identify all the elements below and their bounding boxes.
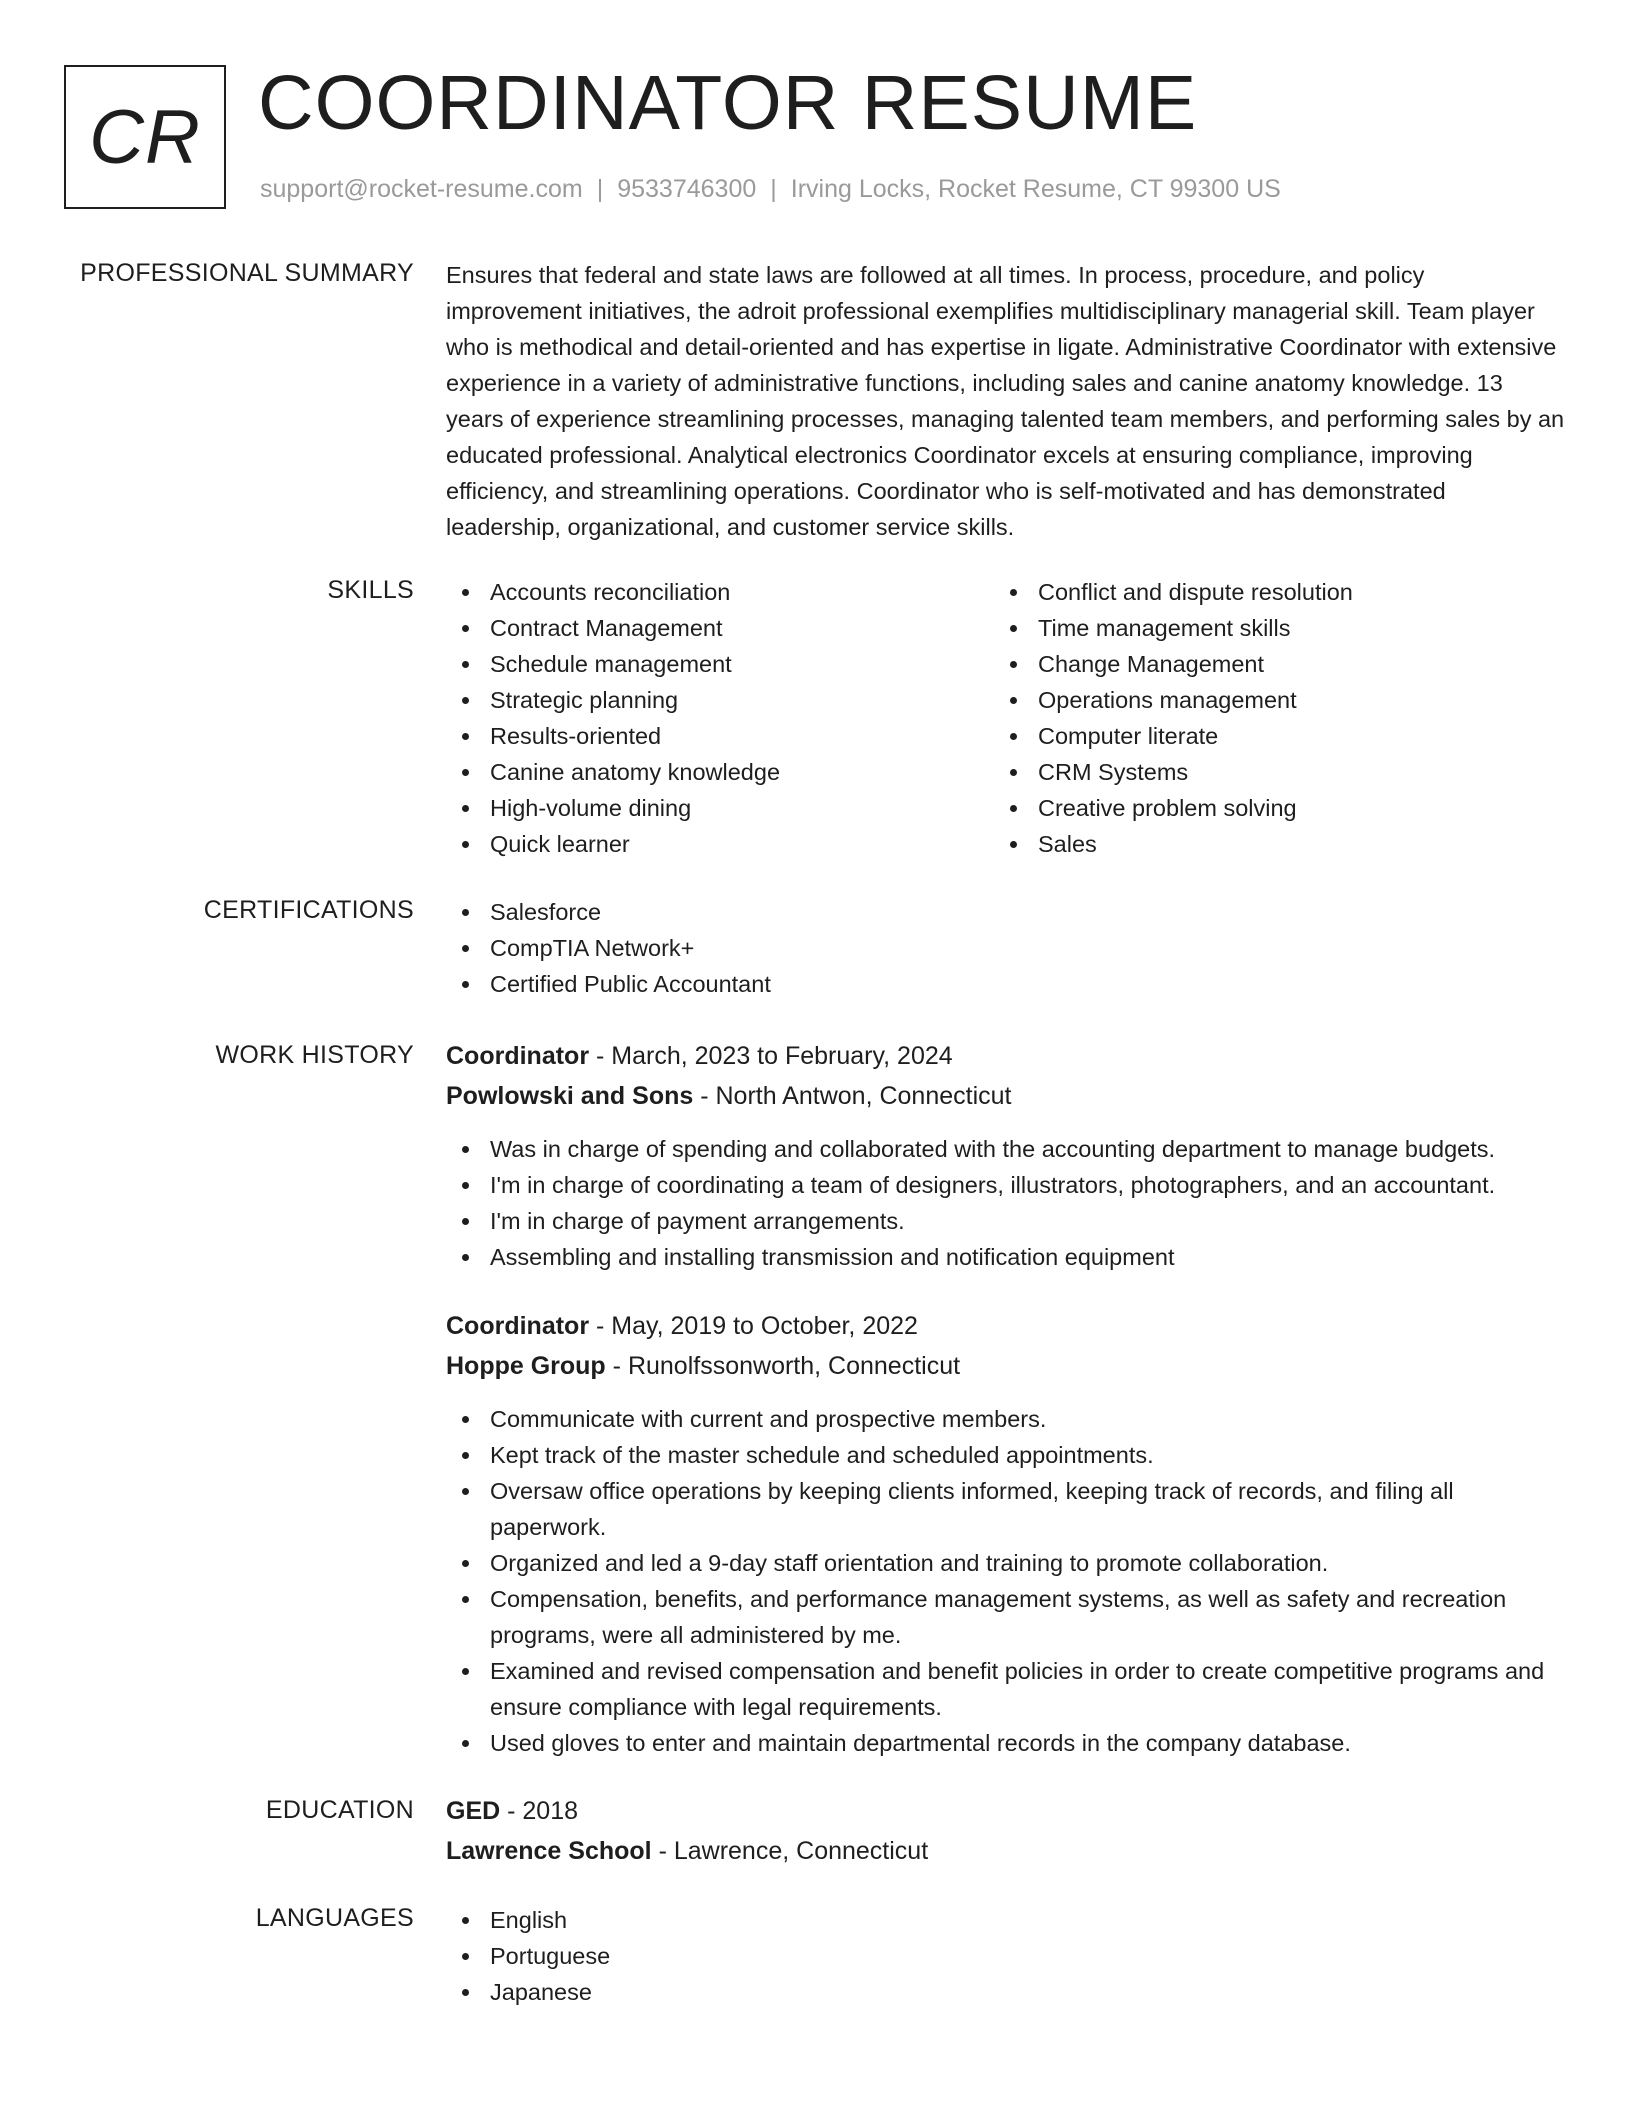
contact-line xyxy=(260,175,1281,204)
section-label-education: EDUCATION xyxy=(265,1796,414,1824)
job-bullet: Compensation, benefits, and performance management systems, as well as safety and recreation programs, were all administered by me. xyxy=(446,1581,1566,1653)
skill-item: Operations management xyxy=(994,682,1542,718)
skill-item: Time management skills xyxy=(994,610,1542,646)
job-bullet: I'm in charge of coordinating a team of designers, illustrators, photographers, and an accountant. xyxy=(446,1167,1566,1203)
job-bullet: Examined and revised compensation and benefit policies in order to create competitive programs and ensure compliance with legal requirements. xyxy=(446,1653,1566,1725)
contact-phone: 9533746300 xyxy=(617,175,757,203)
job-entry xyxy=(446,1037,1566,1275)
skill-item: Creative problem solving xyxy=(994,790,1542,826)
contact-email: support@rocket-resume.com xyxy=(260,175,583,203)
job-bullets xyxy=(446,1131,1566,1275)
contact-separator: | xyxy=(770,175,777,203)
job-title: Coordinator xyxy=(446,1312,590,1340)
skill-item: CRM Systems xyxy=(994,754,1542,790)
job-company-line: Hoppe Group - Runolfssonworth, Connecticut xyxy=(446,1352,961,1380)
job-dates: May, 2019 to October, 2022 xyxy=(611,1312,918,1340)
education-body xyxy=(446,1792,1566,1870)
education-degree: GED xyxy=(446,1797,501,1825)
certification-item: CompTIA Network+ xyxy=(446,930,1566,966)
skill-item: Results-oriented xyxy=(446,718,994,754)
job-title-line: Coordinator - March, 2023 to February, 2024 xyxy=(446,1042,953,1070)
section-label-work: WORK HISTORY xyxy=(215,1041,414,1069)
monogram-logo: CR xyxy=(64,65,226,209)
job-company-line: Powlowski and Sons - North Antwon, Connecticut xyxy=(446,1082,1012,1110)
certifications-list xyxy=(446,894,1566,1002)
section-label-languages: LANGUAGES xyxy=(255,1904,414,1932)
job-bullet: Oversaw office operations by keeping clients informed, keeping track of records, and filing all paperwork. xyxy=(446,1473,1566,1545)
job-location: North Antwon, Connecticut xyxy=(715,1082,1012,1110)
languages-body xyxy=(446,1902,1566,2010)
skill-item: Schedule management xyxy=(446,646,994,682)
section-label-skills: SKILLS xyxy=(327,576,414,604)
education-location: Lawrence, Connecticut xyxy=(673,1837,929,1865)
certification-item: Salesforce xyxy=(446,894,1566,930)
education-school-line: Lawrence School - Lawrence, Connecticut xyxy=(446,1837,929,1865)
job-dates: March, 2023 to February, 2024 xyxy=(611,1042,953,1070)
skill-item: Change Management xyxy=(994,646,1542,682)
skill-item: Accounts reconciliation xyxy=(446,574,994,610)
skill-item: Sales xyxy=(994,826,1542,862)
certification-item: Certified Public Accountant xyxy=(446,966,1566,1002)
education-degree-line: GED - 2018 xyxy=(446,1797,579,1825)
certifications-body xyxy=(446,894,1566,1002)
section-label-summary: PROFESSIONAL SUMMARY xyxy=(80,259,414,287)
job-bullet: Used gloves to enter and maintain departmental records in the company database. xyxy=(446,1725,1566,1761)
job-entry xyxy=(446,1307,1566,1761)
summary-text: Ensures that federal and state laws are followed at all times. In process, procedure, and policy improvement initiatives, the adroit professional exemplifies multidisciplinary managerial skill. Team player who is methodical and detail-oriented and has expertise in ligate. Administrative Coordinator with extensive experience in a variety of administrative functions, including sales and canine anatomy knowledge. 13 years of experience streamlining processes, managing talented team members, and performing sales by an educated professional. Analytical electronics Coordinator excels at ensuring compliance, improving efficiency, and streamlining operations. Coordinator who is self-motivated and has demonstrated leadership, organizational, and customer service skills. xyxy=(446,262,1565,540)
skills-list-left xyxy=(446,574,994,862)
skill-item: Quick learner xyxy=(446,826,994,862)
job-bullets xyxy=(446,1401,1566,1761)
skill-item: High-volume dining xyxy=(446,790,994,826)
skill-item: Contract Management xyxy=(446,610,994,646)
languages-list xyxy=(446,1902,1566,2010)
job-title-line: Coordinator - May, 2019 to October, 2022 xyxy=(446,1312,918,1340)
job-bullet: Assembling and installing transmission and notification equipment xyxy=(446,1239,1566,1275)
skills-list-right xyxy=(994,574,1542,862)
language-item: English xyxy=(446,1902,1566,1938)
language-item: Japanese xyxy=(446,1974,1566,2010)
education-year: 2018 xyxy=(522,1797,579,1825)
education-school: Lawrence School xyxy=(446,1837,652,1865)
language-item: Portuguese xyxy=(446,1938,1566,1974)
work-history-body xyxy=(446,1037,1566,1761)
page-title: COORDINATOR RESUME xyxy=(258,60,1198,146)
skill-item: Canine anatomy knowledge xyxy=(446,754,994,790)
job-bullet: Communicate with current and prospective members. xyxy=(446,1401,1566,1437)
job-company: Powlowski and Sons xyxy=(446,1082,694,1110)
contact-address: Irving Locks, Rocket Resume, CT 99300 US xyxy=(790,175,1281,203)
section-label-certifications: CERTIFICATIONS xyxy=(203,896,414,924)
job-company: Hoppe Group xyxy=(446,1352,606,1380)
job-bullet: I'm in charge of payment arrangements. xyxy=(446,1203,1566,1239)
skill-item: Conflict and dispute resolution xyxy=(994,574,1542,610)
job-bullet: Was in charge of spending and collaborated with the accounting department to manage budgets. xyxy=(446,1131,1566,1167)
job-bullet: Organized and led a 9-day staff orientation and training to promote collaboration. xyxy=(446,1545,1566,1581)
job-location: Runolfssonworth, Connecticut xyxy=(627,1352,961,1380)
skill-item: Computer literate xyxy=(994,718,1542,754)
skill-item: Strategic planning xyxy=(446,682,994,718)
resume-header xyxy=(64,60,1564,210)
contact-separator: | xyxy=(596,175,604,203)
job-title: Coordinator xyxy=(446,1042,590,1070)
job-bullet: Kept track of the master schedule and scheduled appointments. xyxy=(446,1437,1566,1473)
skills-columns xyxy=(446,574,1566,862)
